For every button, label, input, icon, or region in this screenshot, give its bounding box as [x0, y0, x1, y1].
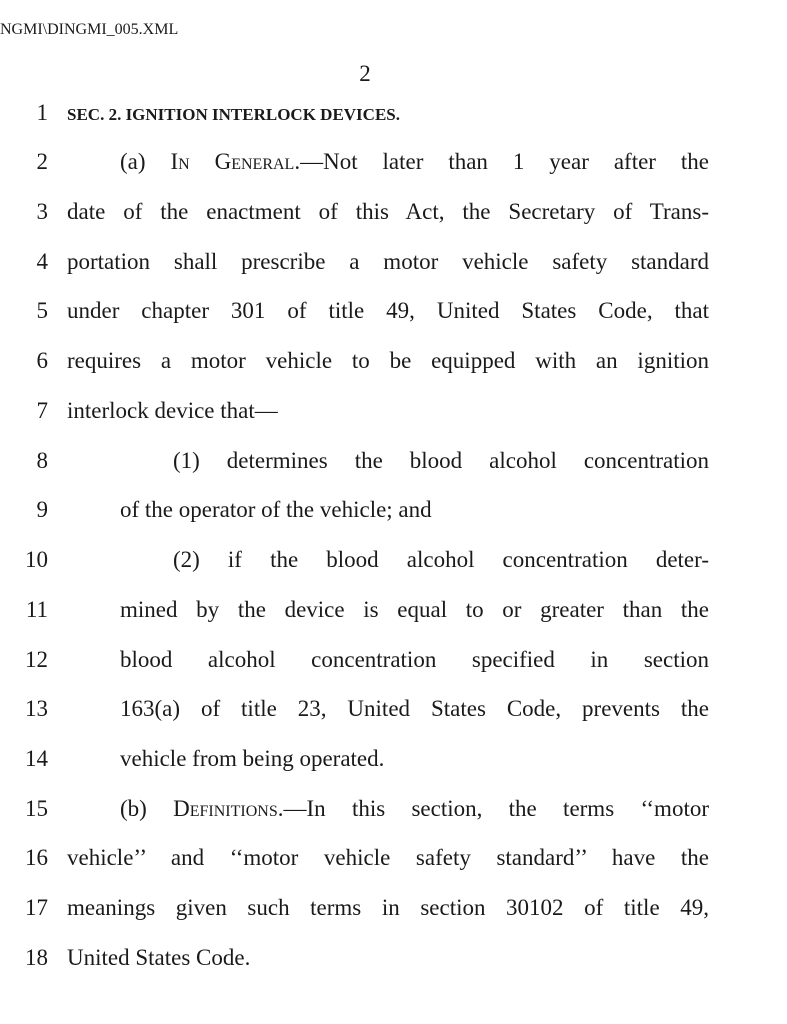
text-line [0, 147, 787, 177]
line-number: 11 [25, 597, 48, 622]
text-line [0, 545, 787, 575]
line-number: 18 [25, 945, 48, 970]
line-number: 1 [36, 100, 48, 125]
line-number: 7 [36, 398, 48, 423]
line-number: 10 [25, 547, 48, 572]
text-line [0, 794, 787, 824]
subsection-caption: In General [170, 149, 295, 174]
line-number: 2 [36, 149, 48, 174]
subsection-label: (a) [120, 149, 171, 174]
line-text: of the operator of the vehicle; and [120, 497, 432, 522]
subsection-label: (b) [120, 796, 174, 821]
text-line [0, 446, 787, 476]
subsection-b-text [67, 794, 709, 824]
text-line [0, 943, 787, 973]
line-text: mined by the device is equal to or greater than the [120, 597, 709, 622]
section-heading: SEC. 2. IGNITION INTERLOCK DEVICES. [67, 105, 400, 124]
line-text: blood alcohol concentration specified in section [120, 647, 709, 672]
text-line [0, 893, 787, 923]
text-line [0, 197, 787, 227]
text-line [0, 396, 787, 426]
line-text: .—Not later than 1 year after the [294, 149, 709, 174]
line-text: under chapter 301 of title 49, United States Code, that [67, 298, 709, 323]
line-number: 15 [25, 796, 48, 821]
line-number: 12 [25, 647, 48, 672]
subsection-caption: Definitions [173, 796, 278, 821]
line-text: .—In this section, the terms ‘‘motor [277, 796, 709, 821]
paragraph-1-text: (1) determines the blood alcohol concentration [173, 448, 709, 473]
line-text: meanings given such terms in section 30102 of title 49, [67, 895, 709, 920]
line-number: 8 [36, 448, 48, 473]
text-line [0, 744, 787, 774]
text-line [0, 346, 787, 376]
line-text: requires a motor vehicle to be equipped with an ignition [67, 348, 709, 373]
line-number: 17 [25, 895, 48, 920]
text-line [0, 296, 787, 326]
file-path: NGMI\DINGMI_005.XML [0, 21, 179, 38]
line-text: vehicle’’ and ‘‘motor vehicle safety standard’’ have the [67, 845, 709, 870]
text-line [0, 843, 787, 873]
line-text: 163(a) of title 23, United States Code, prevents the [120, 696, 709, 721]
line-number: 9 [36, 497, 48, 522]
line-text: interlock device that— [67, 398, 278, 423]
page-number: 2 [359, 61, 371, 86]
line-number: 13 [25, 696, 48, 721]
line-number: 3 [36, 199, 48, 224]
text-line [0, 495, 787, 525]
line-number: 14 [25, 746, 48, 771]
line-number: 5 [36, 298, 48, 323]
paragraph-2-text: (2) if the blood alcohol concentration deter- [173, 547, 709, 572]
line-text: date of the enactment of this Act, the Secretary of Trans- [67, 199, 709, 224]
text-line [0, 98, 787, 128]
text-line [0, 694, 787, 724]
line-text: vehicle from being operated. [120, 746, 385, 771]
text-line [0, 645, 787, 675]
text-line [0, 247, 787, 277]
line-number: 4 [36, 249, 48, 274]
line-number: 6 [36, 348, 48, 373]
text-line [0, 595, 787, 625]
subsection-a-text [67, 147, 709, 177]
line-text: United States Code. [67, 945, 251, 970]
line-number: 16 [25, 845, 48, 870]
line-text: portation shall prescribe a motor vehicle safety standard [67, 249, 709, 274]
